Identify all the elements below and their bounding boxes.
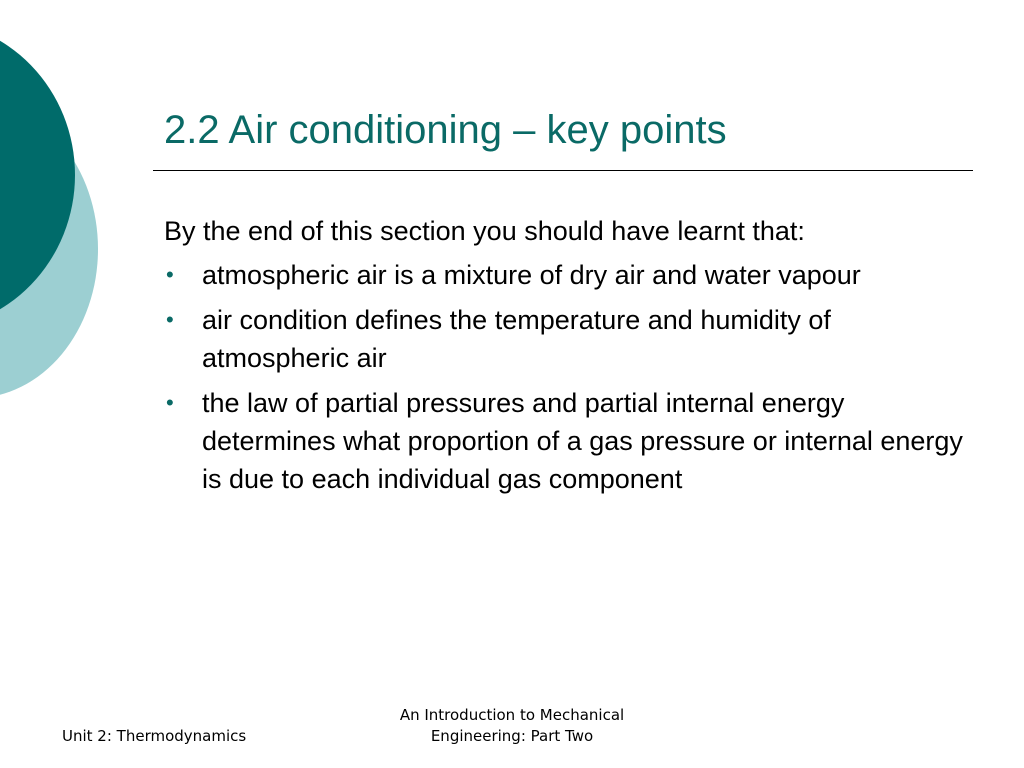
- bullet-icon: •: [166, 262, 174, 287]
- bullet-icon: •: [166, 390, 174, 415]
- bullet-icon: •: [166, 307, 174, 332]
- slide-title: 2.2 Air conditioning – key points: [164, 108, 727, 152]
- bullet-text: air condition defines the temperature and humidity of atmospheric air: [202, 305, 831, 373]
- bullet-text: the law of partial pressures and partial internal energy determines what proportion of a gas pressure or internal energy is due to each individual gas component: [202, 388, 963, 494]
- bullet-text: atmospheric air is a mixture of dry air and water vapour: [202, 260, 861, 290]
- footer-course-title-line: An Introduction to Mechanical: [399, 706, 625, 724]
- bullet-list: [164, 256, 964, 505]
- title-divider: [153, 170, 973, 171]
- footer-course-title: [362, 705, 662, 747]
- bullet-item: [164, 256, 964, 294]
- footer-unit: Unit 2: Thermodynamics: [62, 727, 247, 745]
- bullet-item: [164, 301, 964, 377]
- intro-text: By the end of this section you should have learnt that:: [164, 216, 805, 246]
- bullet-item: [164, 384, 964, 498]
- footer-course-title-line: Engineering: Part Two: [430, 727, 594, 745]
